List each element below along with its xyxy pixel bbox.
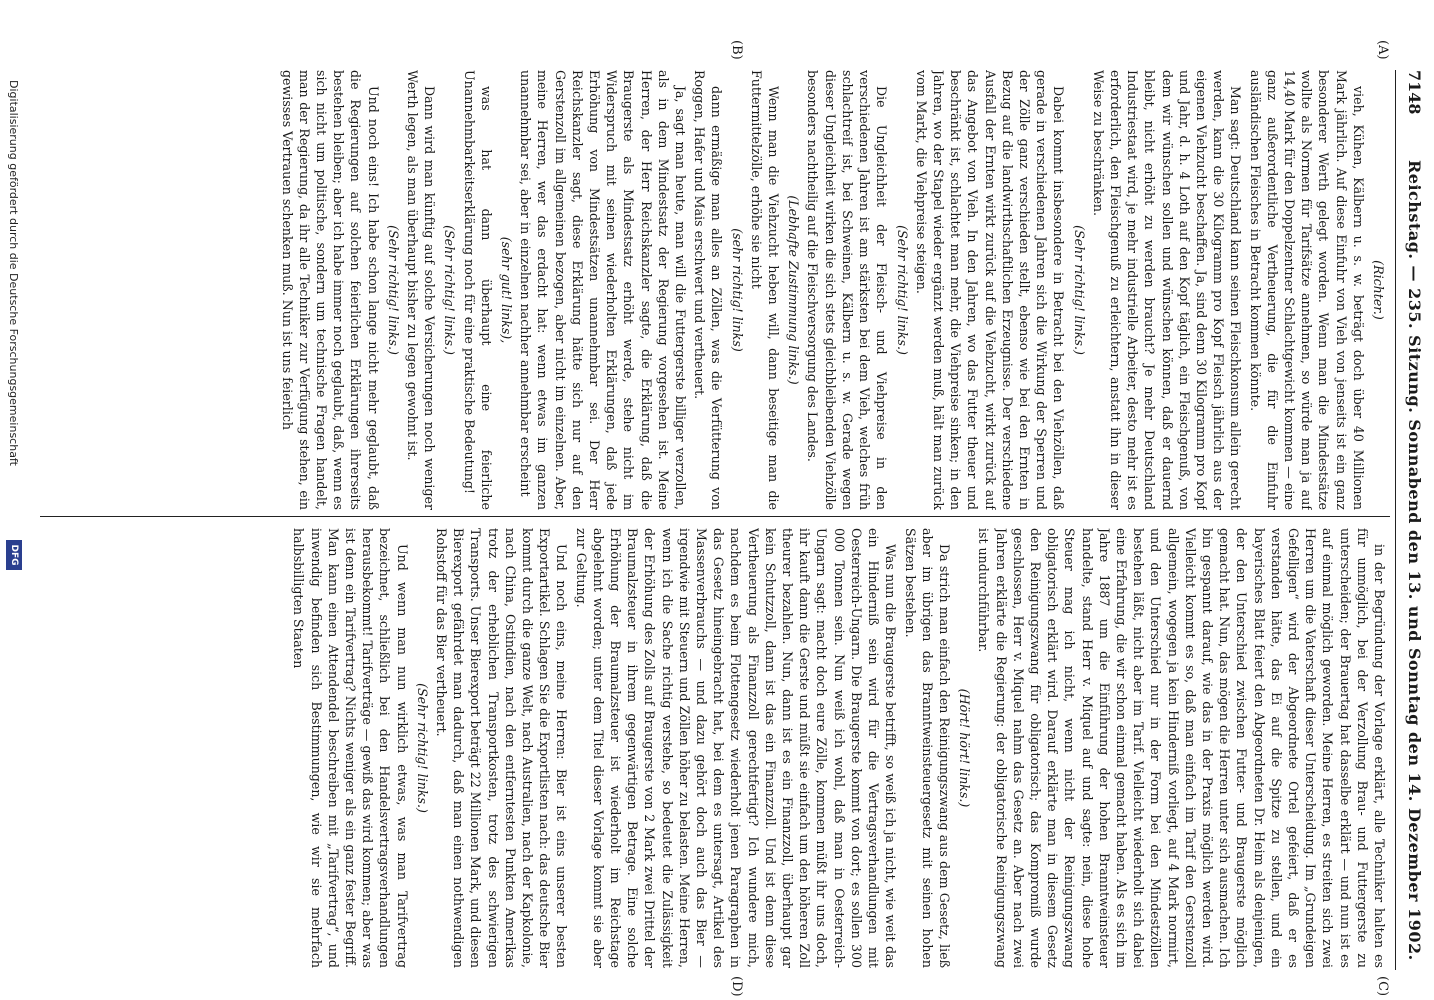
interjection: (Hört! hört! links.) xyxy=(957,688,973,808)
header-rule xyxy=(1395,70,1396,970)
margin-marker-a: (A) xyxy=(1375,40,1390,60)
interjection: (Lebhafte Zustimmung links.) xyxy=(786,195,802,385)
left-column xyxy=(48,70,1388,510)
running-title: Reichstag. — 235. Sitzung. Sonnabend den 13. und Sonntag den 14. Dezember 1902. xyxy=(1405,160,1424,961)
page-number: 7148 xyxy=(1405,70,1424,115)
paragraph: Und noch eins, meine Herren: Bier ist eins unserer besten Exportartikel. Schlagen Sie die Exportlisten nach: das deutsche Bier kommt durch die ganze Welt, nach Australien, nach der Kapkolonie, nach China, Ostindien, nach den entferntesten Punkten Amerikas trotz der erheblichen Transportkosten, trotz des schwierigen Transports. Unser Bierexport beträgt 22 Millionen Mark, und diesen Bierexport gefährdet man dadurch, daß man einen nothwendigen Rohstoff für das Bier vertheuert. xyxy=(434,528,570,968)
paragraph: in der Begründung der Vorlage erklärt, alle Techniker halten es für unmöglich, bei der Verzollung Brau- und Futtergerste zu unterscheiden; der Brauertag hat dasselbe erklärt — und nun ist es auf einmal möglich geworden. Meine Herren, es streiten sich zwei Herren um die Vaterschaft dieser Unterscheidung. Im „Grundeigen Gefelligen“ wird der Abgeordnete Ortel gefeiert, daß er es verstanden hätte, das Ei auf die Spitze zu stellen, und ein bayerisches Blatt feiert den Abgeordneten Dr. Heim als denjenigen, der den Unterschied zwischen Futter- und Braugerste möglich gemacht hat. Nun, das mögen die Herren unter sich ausmachen. Ich bin gespannt darauf, wie das in der Praxis möglich werden wird. Vielleicht kommt es so, daß man einfach im Tarif den Gerstenzoll allgemein, wogegen ja kein Hinderniß vorliegt, auf 4 Mark normirt, und den Unterschied nur in der Form bei den Mindestzöllen bestehen läßt, nicht aber im Tarif. Vielleicht wiederholt sich dabei eine Erfahrung, die wir schon einmal gemacht haben. Als es sich im Jahre 1887 um die Einführung der hohen Branntweinsteuer handelte, stand Herr v. Miquel auf und sagte: nein, diese hohe Steuer mag ich nicht, wenn nicht der Reinigungszwang obligatorisch erklärt wird. Darauf erklärte man in diesem Gesetz den Reinigungszwang für obligatorisch; das Kompromiß wurde geschlossen, Herr v. Miquel nahm das Gesetz an. Aber nach zwei Jahren erklärte die Regierung: der obligatorische Reinigungszwang ist undurchführbar. xyxy=(976,528,1387,968)
paragraph: Dabei kommt insbesondere in Betracht bei den Viehzöllen, daß gerade in verschiedenen Jahren sich die Wirkung der Sperren und der Zölle ganz verschieden stellt, ebenso wie bei den Ernten in Bezug auf die landwirthschaftlichen Erzeugnisse. Der verschiedene Ausfall der Ernten wirkt zurück auf die Viehzucht, wirkt zurück auf das Angebot von Vieh. In den Jahren, wo das Futter theuer und beschränkt ist, schlachtet man mehr, die Viehpreise sinken; in den Jahren, wo der Stapel wieder ergänzt werden muß, hält man zurück vom Markt, die Viehpreise steigen. xyxy=(913,70,1067,510)
paragraph: was hat dann überhaupt eine feierliche Unannehmbarkeitserklärung noch für eine praktische Bedeutung! xyxy=(461,70,494,510)
paragraph: dann ermäßige man alles an Zöllen, was die Verfütterung von Roggen, Hafer und Mais erschwert und vertheuert. xyxy=(692,70,725,510)
paragraph: Da strich man einfach den Reinigungszwang aus dem Gesetz, ließ aber im übrigen das Branntweinsteuergesetz mit seinen hohen Sätzen bestehen. xyxy=(902,528,952,968)
interjection: (Sehr richtig! links.) xyxy=(442,225,458,355)
speaker-label: (Richter.) xyxy=(1371,260,1386,320)
margin-marker-b: (B) xyxy=(729,40,744,60)
interjection: (sehr gut! links), xyxy=(499,236,515,344)
column-divider xyxy=(40,516,1390,517)
paragraph: Man sagt: Deutschland kann seinen Fleischkonsum allein gerecht werden, kann die 30 Kilogramm pro Kopf Fleisch jährlich aus der eigenen Viehzucht beschaffen. Ja, sind denn 30 Kilogramm pro Kopf und Jahr, d. h. 4 Loth auf den Kopf täglich, ein Fleischgenuß, von dem wir wünschen sollen und wünschen können, daß er dauernd bleibt, nicht erhöht zu werden braucht? Je mehr Deutschland Industriestaat wird, je mehr industrielle Arbeiter, desto mehr ist es erforderlich, den Fleischgenuß zu erleichtern, anstatt ihn in dieser Weise zu beschränken. xyxy=(1090,70,1244,510)
margin-marker-c: (C) xyxy=(1375,976,1390,997)
digitization-footer xyxy=(0,0,24,1000)
paragraph: Ja, sagt man heute, man will die Futtergerste billiger verzollen, als in dem Mindestsatz der Regierung vorgesehen ist. Meine Herren, der Herr Reichskanzler sagte, die Erklärung, daß die Braugerste als Mindestsatz erhöht werde, stehe nicht im Widerspruch mit seinen wiederholten Erklärungen, daß jede Erhöhung von Mindestsätzen unannehmbar sei. Der Herr Reichskanzler sagt, diese Erklärung hätte sich nur auf den Gerstenzoll im allgemeinen bezogen, aber nicht im einzelnen. Aber, meine Herren, wer das erdacht hat: wenn etwas im ganzen unannehmbar sei, aber in einzelnen nachher annehmbar erscheint xyxy=(518,70,689,510)
margin-marker-d: (D) xyxy=(729,976,744,997)
paragraph: vieh, Kühen, Kälbern u. s. w. beträgt doch über 40 Millionen Mark jährlich. Auf diese Einfuhr von Vieh von jenseits ist ein ganz besonderer Werth gelegt worden. Wenn man die Mindestsätze wollte als Normen für Tarifsätze annehmen, so würde man ja auf 14,40 Mark für den Doppelzentner Schlachtgewicht kommen — eine ganz außerordentliche Vertheuerung, die für die Einfuhr ausländischen Fleisches in Betracht kommen könnte. xyxy=(1247,70,1366,510)
dfg-logo: DFG xyxy=(6,540,22,570)
paragraph: Wenn man die Viehzucht heben will, dann beseitige man die Futtermittelzölle, erhöhe sie nicht xyxy=(748,70,782,510)
interjection: (sehr richtig! links) xyxy=(729,228,745,352)
interjection: (Sehr richtig! links.) xyxy=(1071,225,1087,355)
paragraph: Und noch eins! Ich habe schon lange nicht mehr geglaubt, daß die Regierungen auf solchen feierlichen Erklärungen ihrerseits bestehen bleiben; aber ich habe immer noch geglaubt, daß, wenn es sich nicht um politische, sondern um technische Fragen handelt, man der Regierung, da ihr alle Techniker zur Verfügung stehen, ein gewisses Vertrauen schenken muß. Nun ist uns feierlich xyxy=(279,70,381,510)
interjection: (Sehr richtig! links.) xyxy=(414,683,430,813)
interjection: (Sehr richtig! links.) xyxy=(894,225,910,355)
right-column xyxy=(48,528,1388,968)
paragraph: Was nun die Braugerste betrifft, so weiß ich ja nicht, wie weit das ein Hinderniß sein wird für die Vertragsverhandlungen mit Oesterreich-Ungarn. Die Braugerste kommt von dort; es sollen 300 000 Tonnen sein. Nun weiß ich wohl, daß man in Oesterreich-Ungarn sagt: macht doch eure Zölle, kommen müßt ihr uns doch, ihr kauft dann die Gerste und müßt sie einfach um den höheren Zoll theurer bezahlen. Nun, dann ist es ein Finanzzoll, überhaupt gar kein Schutzzoll, dann ist das ein Finanzzoll. Und ist denn diese Vertheuerung als Finanzzoll gerechtfertigt? Ich wundere mich, nachdem es beim Flottengesetz wiederholt jenen Paragraphen in das Gesetz hineingebracht hat, bei dem es untersagt, Artikel des Massenverbrauchs — und dazu gehört doch auch das Bier — irgendwie mit Steuern und Zöllen höher zu belasten. Meine Herren, wenn ich die Sache richtig verstehe, so bedeutet die Zulässigkeit der Erhöhung des Zolls auf Braugerste von 2 Mark zwei Drittel der Braumalzsteuer in ihrem gegenwärtigen Betrage. Eine solche Erhöhung der Braumalzsteuer ist wiederholt im Reichstage abgelehnt worden; unter dem Titel dieser Vorlage kommt sie aber zur Geltung. xyxy=(573,528,899,968)
paragraph: Und wenn man nun wirklich etwas, was man Tarifvertrag bezeichnet, schließlich bei den Handelsvertragsverhandlungen herausbekommt! Tarifverträge — gewiß das wird kommen; aber was ist denn ein Tarifvertrag? Nichts weniger als ein ganz fester Begriff. Man kann einen Attendendel beschreiben mit „Tarifvertrag“, und inwendig befinden sich Bestimmungen, wie wir sie mehrfach halbsbilligten Staaten xyxy=(291,528,410,968)
interjection: (Sehr richtig! links.) xyxy=(385,225,401,355)
page-header xyxy=(1398,70,1424,970)
digitization-credit: Digitalisierung gefördert durch die Deutsche Forschungsgemeinschaft xyxy=(7,80,20,466)
paragraph: Die Ungleichheit der Fleisch- und Viehpreise in den verschiedenen Jahren ist am stärksten bei dem Vieh, welches früh schlachtreif ist, bei Schweinen, Kälbern u. s. w. Gerade wegen dieser Ungleichheit wirken die sich stets gleichbleibenden Viehzölle besonders nachtheilig auf die Fleischversorgung des Landes. xyxy=(805,70,890,510)
paragraph: Dann wird man künftig auf solche Versicherungen noch weniger Werth legen, als man überhaupt bisher zu legen gewohnt ist. xyxy=(405,70,438,510)
